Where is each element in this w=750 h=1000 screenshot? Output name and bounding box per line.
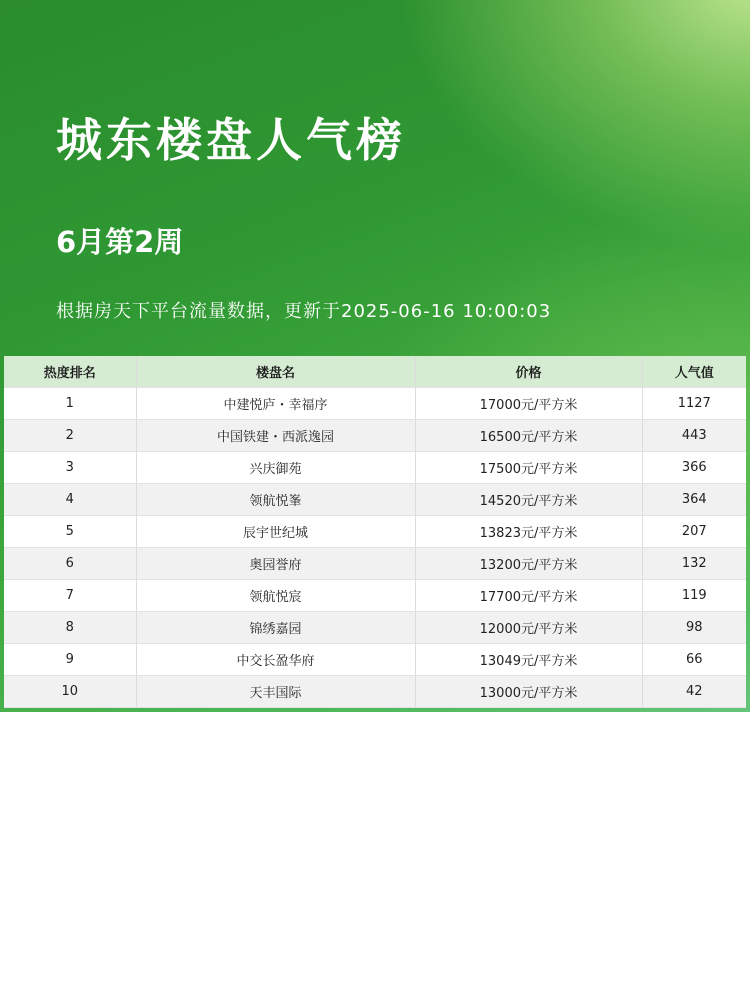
rank-cell: 2 — [4, 420, 136, 452]
table-row — [4, 676, 746, 708]
page-title: 城东楼盘人气榜 — [56, 113, 406, 167]
rank-cell: 4 — [4, 484, 136, 516]
name-cell: 辰宇世纪城 — [136, 516, 415, 548]
rank-cell: 5 — [4, 516, 136, 548]
popularity-cell: 364 — [642, 484, 746, 516]
table-row — [4, 516, 746, 548]
price-cell: 16500元/平方米 — [415, 420, 642, 452]
price-cell: 13049元/平方米 — [415, 644, 642, 676]
price-cell: 17000元/平方米 — [415, 388, 642, 420]
price-cell: 17700元/平方米 — [415, 580, 642, 612]
name-cell: 兴庆御苑 — [136, 452, 415, 484]
table-row — [4, 484, 746, 516]
price-cell: 14520元/平方米 — [415, 484, 642, 516]
popularity-cell: 443 — [642, 420, 746, 452]
rank-cell: 9 — [4, 644, 136, 676]
popularity-cell: 119 — [642, 580, 746, 612]
name-cell: 中国铁建・西派逸园 — [136, 420, 415, 452]
name-cell: 天丰国际 — [136, 676, 415, 708]
table-row — [4, 452, 746, 484]
name-cell: 奥园誉府 — [136, 548, 415, 580]
popularity-cell: 98 — [642, 612, 746, 644]
column-header-name: 楼盘名 — [136, 356, 415, 388]
popularity-cell: 132 — [642, 548, 746, 580]
price-cell: 12000元/平方米 — [415, 612, 642, 644]
popularity-cell: 66 — [642, 644, 746, 676]
name-cell: 锦绣嘉园 — [136, 612, 415, 644]
column-header-price: 价格 — [415, 356, 642, 388]
rank-cell: 10 — [4, 676, 136, 708]
rank-cell: 7 — [4, 580, 136, 612]
popularity-cell: 207 — [642, 516, 746, 548]
table-row — [4, 548, 746, 580]
popularity-cell: 1127 — [642, 388, 746, 420]
name-cell: 领航悦峯 — [136, 484, 415, 516]
price-cell: 13000元/平方米 — [415, 676, 642, 708]
ranking-table-container — [4, 356, 746, 708]
popularity-cell: 42 — [642, 676, 746, 708]
rank-cell: 6 — [4, 548, 136, 580]
price-cell: 13823元/平方米 — [415, 516, 642, 548]
name-cell: 中交长盈华府 — [136, 644, 415, 676]
table-row — [4, 644, 746, 676]
rank-cell: 1 — [4, 388, 136, 420]
table-row — [4, 612, 746, 644]
column-header-popularity: 人气值 — [642, 356, 746, 388]
table-row — [4, 420, 746, 452]
name-cell: 中建悦庐・幸福序 — [136, 388, 415, 420]
table-row — [4, 388, 746, 420]
week-subtitle: 6月第2周 — [56, 225, 184, 259]
table-header-row — [4, 356, 746, 388]
table-row — [4, 580, 746, 612]
popularity-cell: 366 — [642, 452, 746, 484]
ranking-table — [4, 356, 746, 708]
data-source-note: 根据房天下平台流量数据，更新于2025-06-16 10:00:03 — [56, 301, 552, 322]
rank-cell: 3 — [4, 452, 136, 484]
column-header-rank: 热度排名 — [4, 356, 136, 388]
rank-cell: 8 — [4, 612, 136, 644]
price-cell: 13200元/平方米 — [415, 548, 642, 580]
name-cell: 领航悦宸 — [136, 580, 415, 612]
price-cell: 17500元/平方米 — [415, 452, 642, 484]
